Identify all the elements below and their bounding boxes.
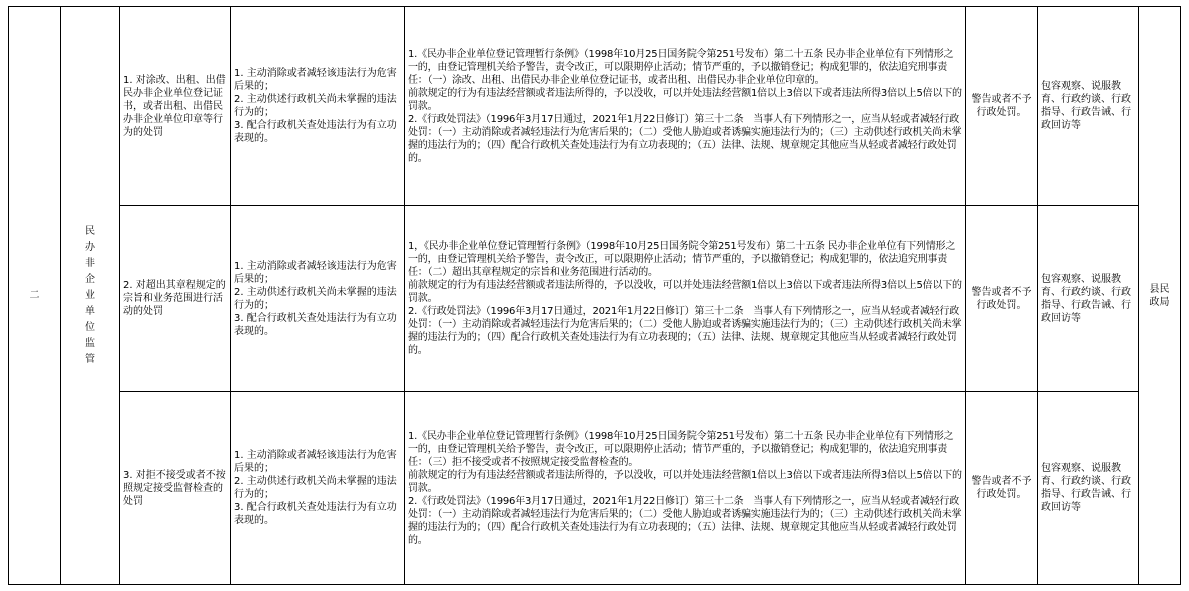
method-cell <box>966 206 1038 392</box>
item-cell <box>120 206 231 392</box>
measures-cell <box>1038 392 1139 585</box>
conditions-text: 1. 主动消除或者减轻该违法行为危害后果的； 2. 主动供述行政机关尚未掌握的违法行为的； 3. 配合行政机关查处违法行为有立功表现的。 <box>234 260 397 337</box>
measures-text: 包容观察、说服教育、行政约谈、行政指导、行政告诫、行政回访等 <box>1041 81 1131 131</box>
item-cell <box>120 7 231 206</box>
basis-paragraph: 前款规定的行为有违法经营额或者违法所得的，予以没收，可以并处违法经营额1倍以上3倍以下或者违法所得3倍以上5倍以下的罚款。 <box>408 280 962 304</box>
conditions-cell <box>231 392 405 585</box>
penalty-table <box>8 6 1181 585</box>
method-text: 警告或者不予行政处罚。 <box>971 286 1032 311</box>
method-cell <box>966 392 1038 585</box>
item-text: 2. 对超出其章程规定的宗旨和业务范围进行活动的处罚 <box>123 280 226 317</box>
basis-paragraph: 2.《行政处罚法》（1996年3月17日通过，2021年1月22日修订）第三十二条 当事人有下列情形之一，应当从轻或者减轻行政处罚：（一）主动消除或者减轻违法行为危害后果的；（二）受他人胁迫或者诱骗实施违法行为的；（三）主动供述行政机关尚未掌握的违法行为的；（四）配合行政机关查处违法行为有立功表现的；（五）法律、法规、规章规定其他应当从轻或者减轻行政处罚的。 <box>408 495 962 546</box>
conditions-text: 1. 主动消除或者减轻该违法行为危害后果的； 2. 主动供述行政机关尚未掌握的违法行为的； 3. 配合行政机关查处违法行为有立功表现的。 <box>234 68 397 144</box>
basis-cell <box>405 206 966 392</box>
department-label: 县民政局 <box>1149 283 1170 308</box>
item-text: 1. 对涂改、出租、出借民办非企业单位登记证书，或者出租、出借民办非企业单位印章等行为的处罚 <box>123 74 226 138</box>
method-text: 警告或者不予行政处罚。 <box>971 476 1032 500</box>
seq-number: 二 <box>29 290 40 301</box>
method-cell <box>966 7 1038 206</box>
category-cell <box>61 7 120 585</box>
department-cell <box>1139 7 1181 585</box>
measures-cell <box>1038 206 1139 392</box>
basis-paragraph: 2.《行政处罚法》（1996年3月17日通过，2021年1月22日修订）第三十二条 当事人有下列情形之一，应当从轻或者减轻行政处罚：（一）主动消除或者减轻违法行为危害后果的；（二）受他人胁迫或者诱骗实施违法行为的；（三）主动供述行政机关尚未掌握的违法行为的；（四）配合行政机关查处违法行为有立功表现的；（五）法律、法规、规章规定其他应当从轻或者减轻行政处罚的。 <box>408 306 962 356</box>
table-row <box>9 7 1181 206</box>
basis-paragraph: 1，《民办非企业单位登记管理暂行条例》（1998年10月25日国务院令第251号发布）第二十五条 民办非企业单位有下列情形之一的，由登记管理机关给予警告，责令改正，可以限期停止活动；情节严重的，予以撤销登记；构成犯罪的，依法追究刑事责任：（二）超出其章程规定的宗旨和业务范围进行活动的。 <box>408 241 956 278</box>
measures-text: 包容观察、说服教育、行政约谈、行政指导、行政告诫、行政回访等 <box>1041 273 1131 324</box>
table-row <box>9 206 1181 392</box>
category-label: 民办非企业单位监管 <box>85 225 95 365</box>
basis-paragraph: 前款规定的行为有违法经营额或者违法所得的，予以没收，可以并处违法经营额1倍以上3倍以下或者违法所得3倍以上5倍以下的罚款。 <box>408 469 962 494</box>
item-cell <box>120 392 231 585</box>
basis-paragraph: 1.《民办非企业单位登记管理暂行条例》（1998年10月25日国务院令第251号发布）第二十五条 民办非企业单位有下列情形之一的，由登记管理机关给予警告，责令改正，可以限期停止活动；情节严重的，予以撤销登记；构成犯罪的，依法追究刑事责任：（三）拒不接受或者不按照规定接受监督检查的。 <box>408 430 954 468</box>
basis-cell <box>405 392 966 585</box>
item-text: 3. 对拒不接受或者不按照规定接受监督检查的处罚 <box>123 469 226 507</box>
measures-text: 包容观察、说服教育、行政约谈、行政指导、行政告诫、行政回访等 <box>1041 463 1131 513</box>
basis-cell <box>405 7 966 206</box>
measures-cell <box>1038 7 1139 206</box>
basis-paragraph: 前款规定的行为有违法经营额或者违法所得的，予以没收，可以并处违法经营额1倍以上3倍以下或者违法所得3倍以上5倍以下的罚款。 <box>408 87 962 112</box>
table-row <box>9 392 1181 585</box>
conditions-cell <box>231 7 405 206</box>
method-text: 警告或者不予行政处罚。 <box>971 94 1032 118</box>
conditions-cell <box>231 206 405 392</box>
basis-paragraph: 2.《行政处罚法》（1996年3月17日通过，2021年1月22日修订）第三十二条 当事人有下列情形之一，应当从轻或者减轻行政处罚：（一）主动消除或者减轻违法行为危害后果的；（二）受他人胁迫或者诱骗实施违法行为的；（三）主动供述行政机关尚未掌握的违法行为的；（四）配合行政机关查处违法行为有立功表现的；（五）法律、法规、规章规定其他应当从轻或者减轻行政处罚的。 <box>408 113 962 164</box>
basis-paragraph: 1.《民办非企业单位登记管理暂行条例》（1998年10月25日国务院令第251号发布）第二十五条 民办非企业单位有下列情形之一的，由登记管理机关给予警告，责令改正，可以限期停止活动；情节严重的，予以撤销登记；构成犯罪的，依法追究刑事责任：（一）涂改、出租、出借民办非企业单位登记证书，或者出租、出借民办非企业单位印章的。 <box>408 48 954 86</box>
conditions-text: 1. 主动消除或者减轻该违法行为危害后果的； 2. 主动供述行政机关尚未掌握的违法行为的； 3. 配合行政机关查处违法行为有立功表现的。 <box>234 450 397 526</box>
seq-cell <box>9 7 61 585</box>
